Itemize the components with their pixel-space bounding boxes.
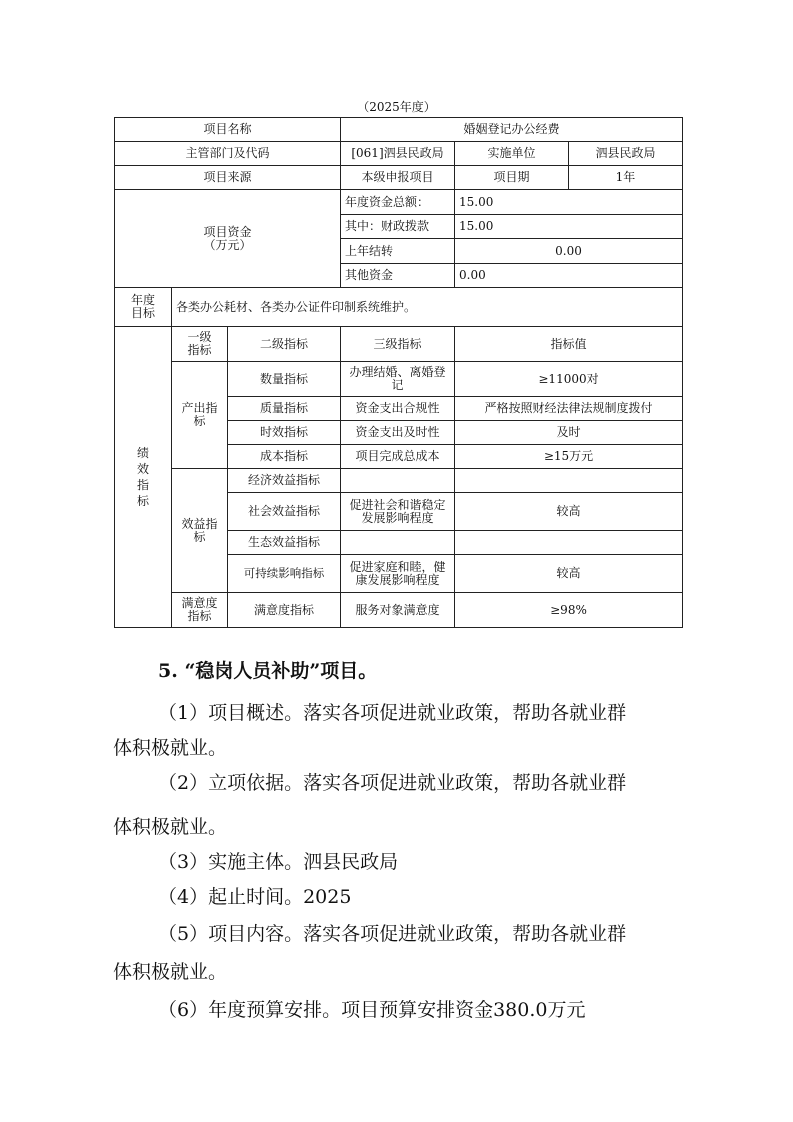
- table-row: [115, 362, 683, 397]
- sustainability-value: 较高: [455, 555, 683, 593]
- funds-total-value: 15.00: [455, 190, 683, 215]
- social-indicator: 社会效益指标: [228, 493, 341, 531]
- paragraph-line: 体积极就业。: [113, 816, 228, 838]
- funds-label: [115, 190, 341, 288]
- annual-goal-label-line1: 年度: [130, 293, 155, 307]
- header-level1-line2: 指标: [187, 343, 212, 357]
- quality-value: 严格按照财经法律法规制度拨付: [455, 397, 683, 421]
- funds-carry-label: 上年结转: [341, 239, 455, 264]
- period-value: 1年: [569, 166, 683, 190]
- perf-label-char: 绩: [136, 446, 149, 460]
- table-row: [115, 142, 683, 166]
- satisfaction-indicator-label: [172, 593, 228, 628]
- timeliness-indicator: 时效指标: [228, 421, 341, 445]
- economic-indicator: 经济效益指标: [228, 469, 341, 493]
- header-value: 指标值: [455, 327, 683, 362]
- funds-label-line2: （万元）: [203, 237, 252, 252]
- output-indicator-label: [172, 362, 228, 469]
- satisfaction-label-line2: 指标: [187, 609, 212, 623]
- quantity-indicator: 数量指标: [228, 362, 341, 397]
- social-level3-line1: 促进社会和谐稳定: [349, 497, 446, 512]
- dept-value: [061]泗县民政局: [341, 142, 455, 166]
- funds-other-label: 其他资金: [341, 264, 455, 288]
- cost-level3: 项目完成总成本: [341, 445, 455, 469]
- benefit-indicator-label: [172, 469, 228, 593]
- sustainability-indicator: 可持续影响指标: [228, 555, 341, 593]
- paragraph-line: （4）起止时间。2025: [158, 886, 352, 908]
- paragraph-line: （6）年度预算安排。项目预算安排资金380.0万元: [158, 999, 586, 1021]
- sustainability-level3-line2: 康发展影响程度: [355, 572, 440, 587]
- quantity-level3: [341, 362, 455, 397]
- cost-indicator: 成本指标: [228, 445, 341, 469]
- header-level3: 三级指标: [341, 327, 455, 362]
- funds-carry-value: 0.00: [455, 239, 683, 264]
- perf-indicator-label: [115, 327, 172, 628]
- period-label: 项目期: [455, 166, 569, 190]
- impl-unit-label: 实施单位: [455, 142, 569, 166]
- timeliness-value: 及时: [455, 421, 683, 445]
- paragraph-line: （2）立项依据。落实各项促进就业政策，帮助各就业群: [158, 772, 627, 794]
- annual-goal-value: 各类办公耗材、各类办公证件印制系统维护。: [172, 288, 683, 327]
- table-row: [115, 166, 683, 190]
- ecological-level3: [341, 531, 455, 555]
- annual-goal-label-line2: 目标: [130, 306, 155, 320]
- satisfaction-label-line1: 满意度: [181, 596, 218, 610]
- source-label: 项目来源: [115, 166, 341, 190]
- header-level2: 二级指标: [228, 327, 341, 362]
- paragraph-line: （1）项目概述。落实各项促进就业政策，帮助各就业群: [158, 702, 627, 724]
- quantity-level3-line1: 办理结婚、离婚登: [349, 365, 446, 379]
- social-level3: [341, 493, 455, 531]
- perf-label-char: 指: [136, 478, 149, 492]
- cost-value: ≥15万元: [455, 445, 683, 469]
- table-row: [115, 288, 683, 327]
- paragraph-line: 体积极就业。: [113, 961, 228, 983]
- paragraph-line: （5）项目内容。落实各项促进就业政策，帮助各就业群: [158, 923, 627, 945]
- quantity-value: ≥11000对: [455, 362, 683, 397]
- economic-value: [455, 469, 683, 493]
- ecological-value: [455, 531, 683, 555]
- funds-fiscal-value: 15.00: [455, 215, 683, 239]
- impl-unit-value: 泗县民政局: [569, 142, 683, 166]
- table-row: [115, 327, 683, 362]
- section-heading: 5. “稳岗人员补助”项目。: [158, 660, 378, 682]
- output-label-line2: 标: [193, 414, 206, 428]
- funds-total-label: 年度资金总额：: [341, 190, 455, 215]
- perf-label-char: 效: [136, 462, 149, 476]
- paragraph-line: 体积极就业。: [113, 737, 228, 759]
- performance-goal-table: [114, 117, 683, 628]
- timeliness-level3: 资金支出及时性: [341, 421, 455, 445]
- source-value: 本级申报项目: [341, 166, 455, 190]
- sustainability-level3-line1: 促进家庭和睦，健: [349, 559, 446, 574]
- quality-level3: 资金支出合规性: [341, 397, 455, 421]
- annual-goal-label: [115, 288, 172, 327]
- project-name-value: 婚姻登记办公经费: [341, 118, 683, 142]
- table-row: [115, 469, 683, 493]
- social-value: 较高: [455, 493, 683, 531]
- benefit-label-line2: 标: [193, 529, 206, 544]
- table-row: [115, 190, 683, 215]
- funds-other-value: 0.00: [455, 264, 683, 288]
- header-level1: [172, 327, 228, 362]
- ecological-indicator: 生态效益指标: [228, 531, 341, 555]
- quality-indicator: 质量指标: [228, 397, 341, 421]
- satisfaction-value: ≥98%: [455, 593, 683, 628]
- quantity-level3-line2: 记: [391, 378, 404, 392]
- sustainability-level3: [341, 555, 455, 593]
- table-row: [115, 118, 683, 142]
- funds-fiscal-label: 其中：财政拨款: [341, 215, 455, 239]
- economic-level3: [341, 469, 455, 493]
- paragraph-line: （3）实施主体。泗县民政局: [158, 851, 399, 873]
- social-level3-line2: 发展影响程度: [361, 510, 434, 525]
- perf-label-char: 标: [136, 494, 149, 508]
- satisfaction-indicator: 满意度指标: [228, 593, 341, 628]
- header-level1-line1: 一级: [187, 330, 212, 344]
- dept-label: 主管部门及代码: [115, 142, 341, 166]
- benefit-label-line1: 效益指: [181, 516, 218, 531]
- table-caption-year: （2025年度）: [357, 100, 436, 114]
- project-name-label: 项目名称: [115, 118, 341, 142]
- satisfaction-level3: 服务对象满意度: [341, 593, 455, 628]
- output-label-line1: 产出指: [181, 401, 218, 415]
- table-row: [115, 593, 683, 628]
- funds-label-line1: 项目资金: [203, 224, 252, 239]
